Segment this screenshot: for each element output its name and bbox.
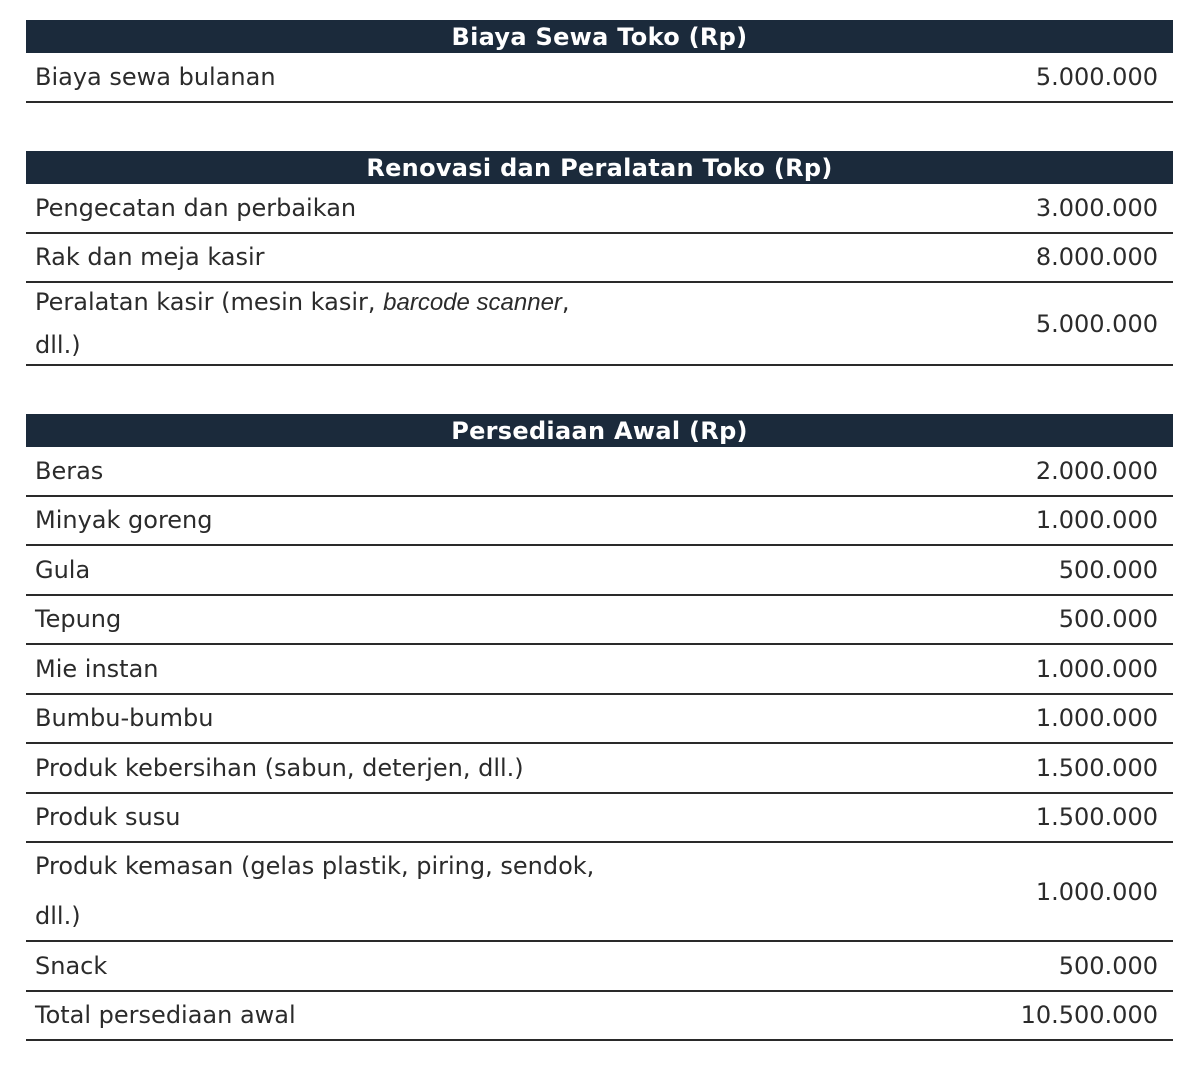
row-value: 500.000 [1058, 555, 1158, 584]
table-row [26, 992, 1173, 1042]
row-value: 8.000.000 [1035, 243, 1158, 272]
row-label [26, 281, 595, 366]
row-label: Total persediaan awal [35, 1001, 296, 1030]
row-label: Mie instan [35, 654, 159, 683]
row-value: 5.000.000 [1035, 62, 1158, 91]
row-label: Beras [35, 456, 104, 485]
table-row [26, 447, 1173, 497]
table-row [26, 53, 1173, 103]
section-header: Renovasi dan Peralatan Toko (Rp) [26, 151, 1173, 184]
row-label-part: Peralatan kasir (mesin kasir, [35, 288, 384, 316]
table-persediaan-awal [26, 414, 1173, 1041]
table-row [26, 695, 1173, 745]
table-row [26, 794, 1173, 844]
table-row [26, 497, 1173, 547]
table-renovasi [26, 151, 1173, 366]
row-label: Tepung [35, 605, 122, 634]
table-row [26, 843, 1173, 942]
row-label: Produk susu [35, 803, 181, 832]
table-row [26, 184, 1173, 234]
section-header: Persediaan Awal (Rp) [26, 414, 1173, 447]
row-label-part: , dll.) [35, 288, 570, 359]
row-label: Produk kemasan (gelas plastik, piring, sendok, dll.) [35, 852, 595, 930]
row-value: 1.000.000 [1035, 877, 1158, 906]
row-label: Snack [35, 951, 108, 980]
row-value: 500.000 [1058, 951, 1158, 980]
row-value: 1.000.000 [1035, 654, 1158, 683]
row-label: Produk kebersihan (sabun, deterjen, dll.) [35, 753, 524, 782]
row-value: 1.500.000 [1035, 753, 1158, 782]
row-value: 1.500.000 [1035, 803, 1158, 832]
row-label: Gula [35, 555, 91, 584]
row-value: 1.000.000 [1035, 704, 1158, 733]
row-label: Biaya sewa bulanan [35, 62, 276, 91]
row-label-italic: barcode scanner [383, 289, 562, 316]
table-row [26, 744, 1173, 794]
row-label: Bumbu-bumbu [35, 704, 214, 733]
table-row [26, 645, 1173, 695]
table-row [26, 283, 1173, 366]
row-label: Minyak goreng [35, 506, 213, 535]
row-value: 10.500.000 [1020, 1001, 1158, 1030]
row-value: 3.000.000 [1035, 193, 1158, 222]
table-row [26, 234, 1173, 284]
row-value: 1.000.000 [1035, 506, 1158, 535]
table-row [26, 546, 1173, 596]
row-label: Rak dan meja kasir [35, 243, 265, 272]
row-value: 500.000 [1058, 605, 1158, 634]
table-row [26, 596, 1173, 646]
row-value: 5.000.000 [1035, 309, 1158, 338]
row-label: Pengecatan dan perbaikan [35, 193, 357, 222]
section-header: Biaya Sewa Toko (Rp) [26, 20, 1173, 53]
table-row [26, 942, 1173, 992]
table-biaya-sewa [26, 20, 1173, 103]
row-value: 2.000.000 [1035, 456, 1158, 485]
